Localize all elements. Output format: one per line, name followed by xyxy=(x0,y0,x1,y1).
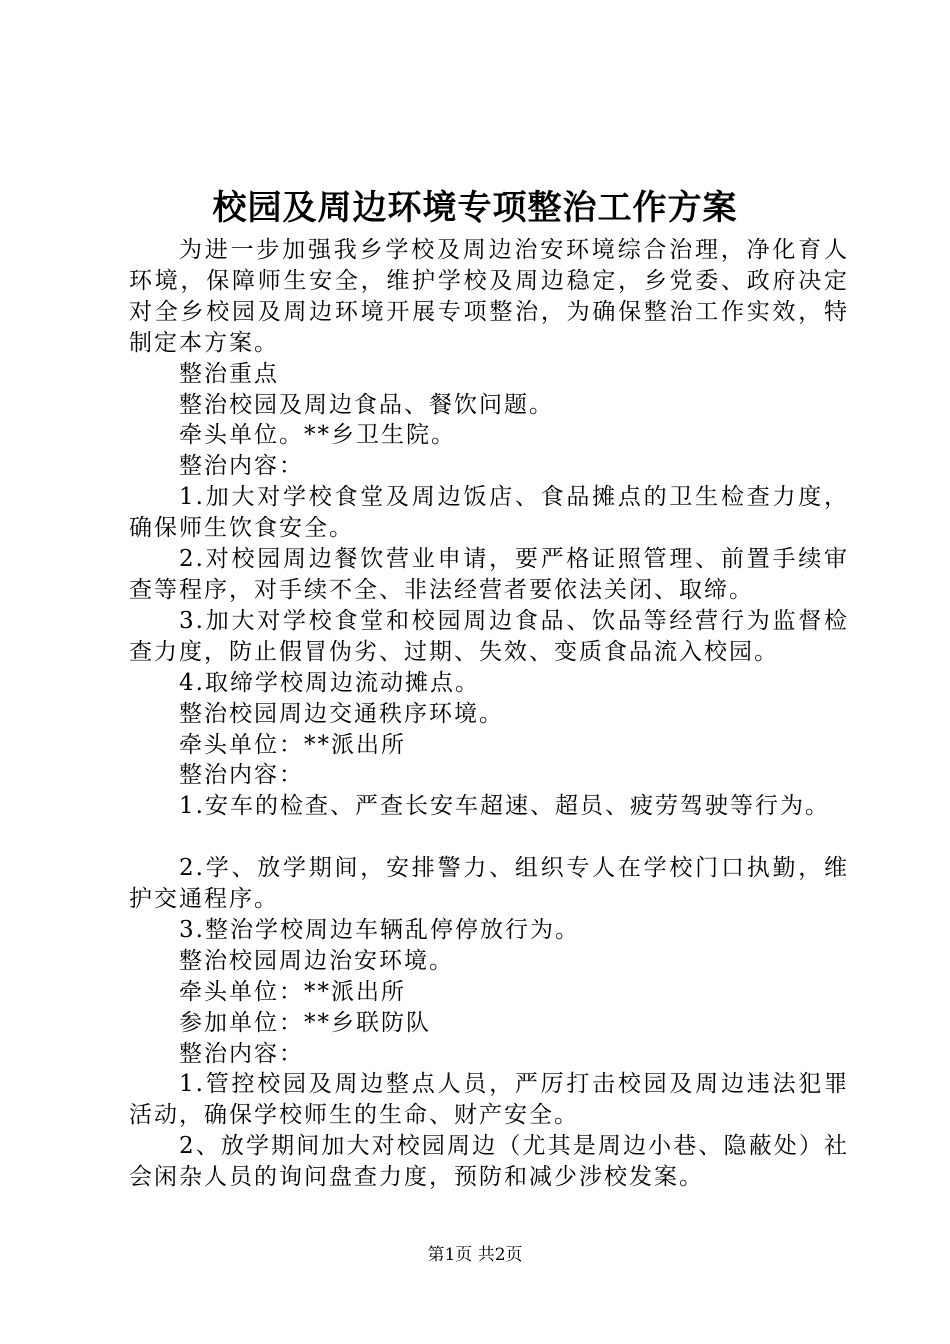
section-security-title: 整治校园周边治安环境。 xyxy=(179,947,454,974)
section-food-title: 整治校园及周边食品、餐饮问题。 xyxy=(179,391,554,418)
section-food-lead-unit: 牵头单位。**乡卫生院。 xyxy=(179,422,456,449)
food-item-1: 1.加大对学校食堂及周边饭店、食品摊点的卫生检查力度，确保师生饮食安全。 xyxy=(129,484,849,542)
section-food-content-label: 整治内容： xyxy=(179,453,304,480)
food-item-4: 4.取缔学校周边流动摊点。 xyxy=(179,669,480,696)
security-item-2: 2、放学期间加大对校园周边（尤其是周边小巷、隐蔽处）社会闲杂人员的询问盘查力度，预防和减少涉校发案。 xyxy=(129,1133,849,1191)
section-security-participating-unit: 参加单位：**乡联防队 xyxy=(179,1009,431,1036)
traffic-item-1: 1.安车的检查、严查长安车超速、超员、疲劳驾驶等行为。 xyxy=(179,793,830,820)
traffic-item-3: 3.整治学校周边车辆乱停停放行为。 xyxy=(179,916,580,943)
section-security-lead-unit: 牵头单位：**派出所 xyxy=(179,978,406,1005)
security-item-1: 1.管控校园及周边整点人员，严厉打击校园及周边违法犯罪活动，确保学校师生的生命、财产安全。 xyxy=(129,1071,849,1129)
section-heading-focus: 整治重点 xyxy=(179,360,279,387)
section-traffic-content-label: 整治内容： xyxy=(179,762,304,789)
section-security-content-label: 整治内容： xyxy=(179,1040,304,1067)
food-item-3: 3.加大对学校食堂和校园周边食品、饮品等经营行为监督检查力度，防止假冒伪劣、过期、失效、变质食品流入校园。 xyxy=(129,607,849,665)
section-traffic-lead-unit: 牵头单位：**派出所 xyxy=(179,731,406,758)
document-title: 校园及周边环境专项整治工作方案 xyxy=(212,188,738,228)
intro-paragraph: 为进一步加强我乡学校及周边治安环境综合治理，净化育人环境，保障师生安全，维护学校及周边稳定，乡党委、政府决定对全乡校园及周边环境开展专项整治，为确保整治工作实效，特制定本方案。 xyxy=(129,237,849,356)
traffic-item-2: 2.学、放学期间，安排警力、组织专人在学校门口执勤，维护交通程序。 xyxy=(129,855,849,913)
section-traffic-title: 整治校园周边交通秩序环境。 xyxy=(179,700,504,727)
page-number-footer: 第1页 共2页 xyxy=(427,1245,523,1265)
document-body xyxy=(129,235,849,1193)
food-item-2: 2.对校园周边餐饮营业申请，要严格证照管理、前置手续审查等程序，对手续不全、非法经营者要依法关闭、取缔。 xyxy=(129,546,849,603)
